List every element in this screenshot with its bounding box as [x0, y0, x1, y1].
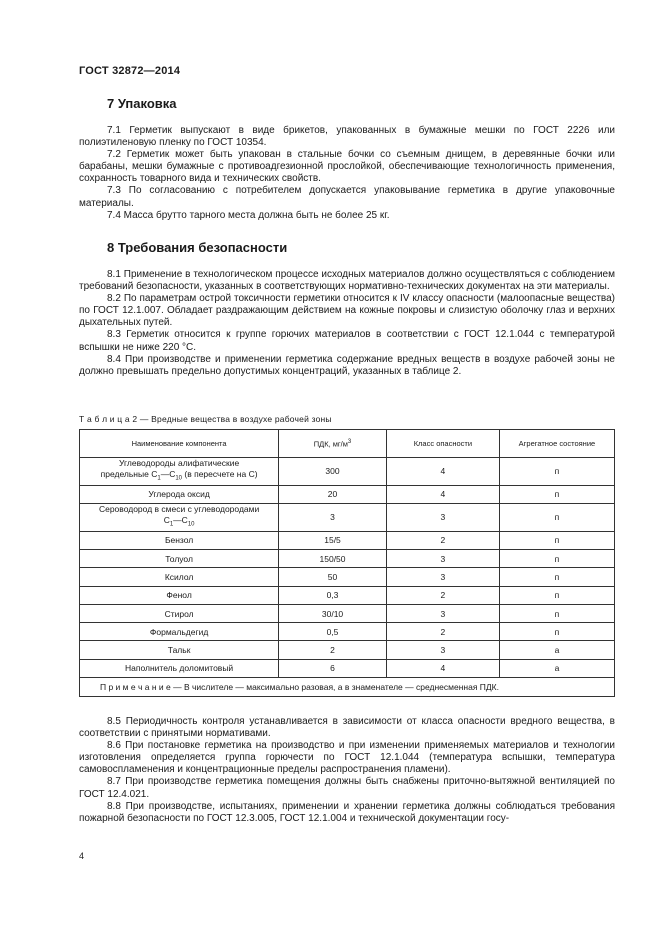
- paragraph-8-8: 8.8 При производстве, испытаниях, применении и хранении герметика должны соблюдаться требования пожарной безопасности по ГОСТ 12.3.005, ГОСТ 12.1.004 и технической документации госу-: [79, 800, 615, 824]
- cell-aggregate-state: п: [499, 586, 614, 604]
- cell-pdk: 0,3: [279, 586, 387, 604]
- name-line-1: Сероводород в смеси с углеводородами: [98, 503, 260, 514]
- cell-component-name: Бензол: [80, 531, 279, 549]
- paragraph-7-2: 7.2 Герметик может быть упакован в стальные бочки со съемным днищем, в деревянные бочки или барабаны, мешки бумажные с противоадгезионной прослойкой, обеспечивающие технологичность применения, сохранность товарного вида и технических свойств.: [79, 149, 615, 185]
- cell-aggregate-state: п: [499, 549, 614, 567]
- cell-pdk: 50: [279, 568, 387, 586]
- table-row: [80, 531, 615, 549]
- cell-hazard-class: 3: [386, 604, 499, 622]
- table-note-row: [80, 678, 615, 697]
- name-dash: —С: [173, 514, 188, 525]
- paragraph-8-7: 8.7 При производстве герметика помещения должны быть снабжены приточно-вытяжной вентиляцией по ГОСТ 12.4.021.: [79, 776, 615, 800]
- cell-pdk: 20: [279, 485, 387, 503]
- cell-component-name: Фенол: [80, 586, 279, 604]
- cell-component-name: [80, 503, 279, 531]
- name-sub-1: 1: [169, 521, 174, 528]
- cell-hazard-class: 3: [386, 641, 499, 659]
- cell-component-name: Ксилол: [80, 568, 279, 586]
- table-header-row: [80, 430, 615, 458]
- cell-hazard-class: 3: [386, 503, 499, 531]
- harmful-substances-table: [79, 429, 615, 697]
- name-dash: —С: [160, 469, 176, 479]
- cell-pdk: 6: [279, 659, 387, 677]
- name-line-2: С: [163, 514, 170, 525]
- paragraph-8-3: 8.3 Герметик относится к группе горючих материалов в соответствии с ГОСТ 12.1.044 с температурой вспышки не ниже 220 °С.: [79, 329, 615, 353]
- table-row: [80, 659, 615, 677]
- header-pdk: [279, 430, 387, 458]
- section-7-title: 7 Упаковка: [107, 96, 177, 111]
- cell-hazard-class: 4: [386, 659, 499, 677]
- section-8-title: 8 Требования безопасности: [107, 240, 288, 255]
- document-header: ГОСТ 32872—2014: [79, 65, 181, 77]
- name-sub-2: 10: [175, 475, 183, 482]
- cell-aggregate-state: п: [499, 604, 614, 622]
- page-number: 4: [79, 851, 85, 861]
- table-row: [80, 604, 615, 622]
- cell-hazard-class: 2: [386, 586, 499, 604]
- cell-aggregate-state: п: [499, 503, 614, 531]
- paragraph-8-6: 8.6 При постановке герметика на производство и при изменении применяемых материалов и технологии изготовления определяется группа горючести по ГОСТ 12.1.044 (температура вспышки, температура самовоспламенения и концентрационные пределы распространения пламени).: [79, 740, 615, 776]
- cell-pdk: 3: [279, 503, 387, 531]
- table-row: [80, 485, 615, 503]
- table-caption: Т а б л и ц а 2 — Вредные вещества в воздухе рабочей зоны: [79, 414, 332, 424]
- cell-pdk: 30/10: [279, 604, 387, 622]
- name-sub-1: 1: [157, 475, 161, 482]
- section-7-body: [79, 125, 615, 222]
- cell-hazard-class: 3: [386, 568, 499, 586]
- name-line-2: предельные С: [100, 469, 158, 479]
- cell-component-name: [80, 458, 279, 486]
- cell-component-name: Формальдегид: [80, 623, 279, 641]
- name-line-1: Углеводороды алифатические: [119, 458, 240, 468]
- cell-pdk: 15/5: [279, 531, 387, 549]
- header-aggregate-state: Агрегатное состояние: [499, 430, 614, 458]
- cell-aggregate-state: п: [499, 623, 614, 641]
- cell-pdk: 150/50: [279, 549, 387, 567]
- section-8-body-before: [79, 269, 615, 378]
- table-row: [80, 641, 615, 659]
- header-pdk-label: ПДК, мг/м: [313, 439, 348, 449]
- cell-component-name: Толуол: [80, 549, 279, 567]
- cell-hazard-class: 3: [386, 549, 499, 567]
- name-tail: (в пересчете на С): [182, 469, 258, 479]
- cell-aggregate-state: п: [499, 568, 614, 586]
- cell-component-name: Стирол: [80, 604, 279, 622]
- cell-aggregate-state: а: [499, 641, 614, 659]
- cell-pdk: 300: [279, 458, 387, 486]
- cell-pdk: 2: [279, 641, 387, 659]
- cell-hazard-class: 4: [386, 458, 499, 486]
- cell-component-name: Тальк: [80, 641, 279, 659]
- section-8-body-after: [79, 716, 615, 825]
- paragraph-8-1: 8.1 Применение в технологическом процессе исходных материалов должно осуществляться с соблюдением требований безопасности, указанных в соответствующих нормативно-технических документах на эти материалы.: [79, 269, 615, 293]
- table-row: [80, 623, 615, 641]
- table-row: [80, 568, 615, 586]
- cell-hazard-class: 4: [386, 485, 499, 503]
- table-row: [80, 549, 615, 567]
- table-row: [80, 503, 615, 531]
- paragraph-8-5: 8.5 Периодичность контроля устанавливается в зависимости от класса опасности вредного вещества, в соответствии с принятыми нормативами.: [79, 716, 615, 740]
- cell-component-name: Наполнитель доломитовый: [80, 659, 279, 677]
- cell-hazard-class: 2: [386, 623, 499, 641]
- cell-component-name: Углерода оксид: [80, 485, 279, 503]
- table-note: П р и м е ч а н и е — В числителе — максимально разовая, а в знаменателе — среднесменная ПДК.: [80, 678, 615, 697]
- cell-aggregate-state: п: [499, 531, 614, 549]
- table-row: [80, 586, 615, 604]
- cell-hazard-class: 2: [386, 531, 499, 549]
- paragraph-7-4: 7.4 Масса брутто тарного места должна быть не более 25 кг.: [107, 209, 390, 221]
- paragraph-8-2: 8.2 По параметрам острой токсичности герметики относится к IV классу опасности (малоопасные вещества) по ГОСТ 12.1.007. Обладает раздражающим действием на кожные покровы и слизистую оболочку глаз и верхних дыхательных путей.: [79, 293, 615, 329]
- paragraph-8-4: 8.4 При производстве и применении герметика содержание вредных веществ в воздухе рабочей зоны не должно превышать предельно допустимых концентраций, указанных в таблице 2.: [79, 353, 615, 377]
- cell-aggregate-state: п: [499, 485, 614, 503]
- table-row: [80, 458, 615, 486]
- cell-aggregate-state: а: [499, 659, 614, 677]
- header-pdk-sup: 3: [347, 438, 352, 445]
- paragraph-7-3: 7.3 По согласованию с потребителем допускается упаковывание герметика в другие упаковочные материалы.: [79, 185, 615, 209]
- header-component-name: Наименование компонента: [80, 430, 279, 458]
- paragraph-7-1: 7.1 Герметик выпускают в виде брикетов, упакованных в бумажные мешки по ГОСТ 2226 или полиэтиленовую пленку по ГОСТ 10354.: [79, 125, 615, 149]
- header-hazard-class: Класс опасности: [386, 430, 499, 458]
- cell-pdk: 0,5: [279, 623, 387, 641]
- name-sub-2: 10: [187, 521, 195, 528]
- cell-aggregate-state: п: [499, 458, 614, 486]
